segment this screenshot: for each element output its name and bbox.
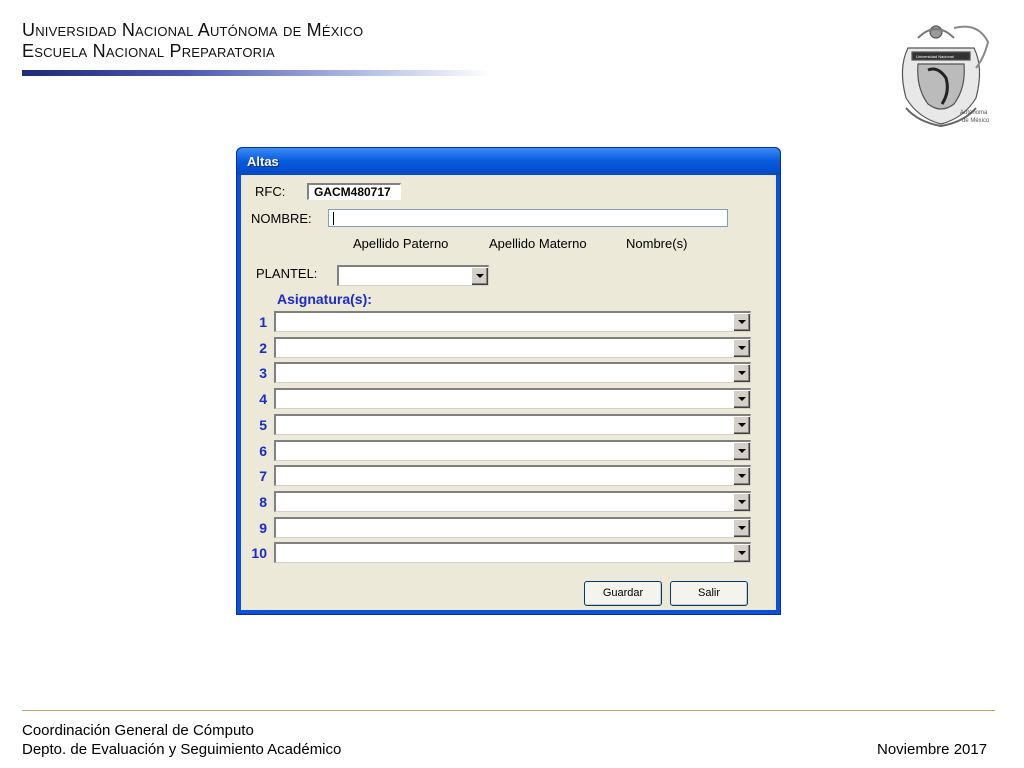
rfc-value-field: GACM480717 <box>307 183 401 200</box>
asignatura-dropdown[interactable] <box>274 337 751 358</box>
asignatura-dropdown[interactable] <box>274 491 751 512</box>
sublabel-apellido-materno: Apellido Materno <box>489 236 587 251</box>
chevron-down-icon[interactable] <box>733 390 750 408</box>
asignatura-dropdown[interactable] <box>274 388 751 409</box>
asignatura-number: 7 <box>259 468 267 485</box>
seal-text-2: de México <box>962 118 990 124</box>
header-gradient-bar <box>22 70 492 76</box>
seal-text-1: Autónoma <box>960 110 988 116</box>
asignatura-number: 8 <box>259 493 267 510</box>
header-title <box>22 20 363 62</box>
asignatura-number: 4 <box>259 391 267 408</box>
unam-seal-logo <box>888 18 994 130</box>
chevron-down-icon[interactable] <box>733 544 750 562</box>
asignatura-number: 2 <box>259 339 267 356</box>
footer-coordination: Coordinación General de Cómputo <box>22 722 254 739</box>
nombre-input[interactable] <box>328 209 728 227</box>
asignatura-number: 10 <box>251 545 267 562</box>
nombre-label: NOMBRE: <box>251 211 312 226</box>
asignatura-dropdown[interactable] <box>274 362 751 383</box>
chevron-down-icon[interactable] <box>733 519 750 537</box>
asignatura-dropdown[interactable] <box>274 414 751 435</box>
seal-text-3: Universidad Nacional <box>916 54 954 59</box>
chevron-down-icon[interactable] <box>733 339 750 357</box>
asignatura-dropdown[interactable] <box>274 311 751 332</box>
chevron-down-icon[interactable] <box>733 493 750 511</box>
plantel-dropdown[interactable] <box>337 265 489 286</box>
footer-department: Depto. de Evaluación y Seguimiento Académico <box>22 741 342 758</box>
rfc-label: RFC: <box>255 184 286 199</box>
asignatura-number: 5 <box>259 416 267 433</box>
header-school: Escuela Nacional Preparatoria <box>22 41 275 61</box>
sublabel-nombres: Nombre(s) <box>626 236 688 251</box>
asignatura-dropdown[interactable] <box>274 517 751 538</box>
chevron-down-icon[interactable] <box>733 313 750 331</box>
chevron-down-icon[interactable] <box>733 467 750 485</box>
asignatura-number: 9 <box>259 519 267 536</box>
window-client-area <box>241 175 776 610</box>
footer-divider <box>22 710 995 711</box>
footer-date: Noviembre 2017 <box>877 741 988 758</box>
asignatura-number: 1 <box>259 314 267 330</box>
salir-button[interactable]: Salir <box>670 581 748 606</box>
chevron-down-icon[interactable] <box>733 442 750 460</box>
asignatura-dropdown[interactable] <box>274 542 751 563</box>
asignatura-number: 3 <box>259 365 267 382</box>
asignaturas-heading: Asignatura(s): <box>277 291 372 307</box>
plantel-label: PLANTEL: <box>256 266 318 281</box>
window-titlebar[interactable] <box>237 148 780 175</box>
asignatura-dropdown[interactable] <box>274 465 751 486</box>
chevron-down-icon[interactable] <box>733 416 750 434</box>
asignatura-number: 6 <box>259 442 267 459</box>
text-caret <box>333 212 334 225</box>
asignatura-dropdown[interactable] <box>274 440 751 461</box>
sublabel-apellido-paterno: Apellido Paterno <box>353 236 449 251</box>
chevron-down-icon[interactable] <box>733 364 750 382</box>
header-university: Universidad Nacional Autónoma de México <box>22 20 364 40</box>
window-title: Altas <box>247 154 279 169</box>
altas-window <box>236 147 781 615</box>
guardar-button[interactable]: Guardar <box>584 581 662 606</box>
chevron-down-icon[interactable] <box>471 267 488 285</box>
